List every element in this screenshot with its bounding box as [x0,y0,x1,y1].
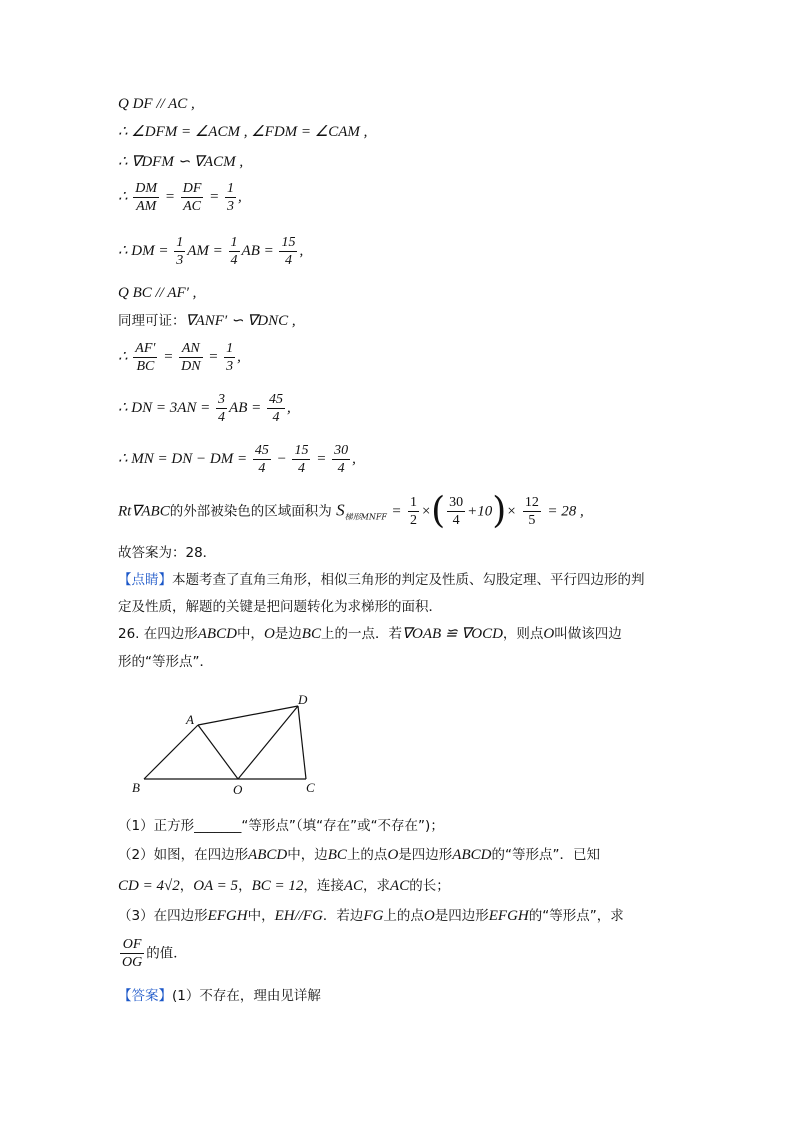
comment-line-2: 定及性质，解题的关键是把问题转化为求梯形的面积． [118,599,442,615]
part-2-line-2: CD = 4√2，OA = 5，BC = 12，连接AC，求AC的长； [118,878,450,894]
fraction: $\frac{AF'}{BC}$ [135,341,156,374]
solution-line-11: Rt∇ABC的外部被染色的区域面积为 $S_{梯形MNFF}$ = $\frac{1}{2}$ ×( $\frac{30}{4}$ +10)× $\frac{12}{5}$ = 28 , [118,490,584,532]
comment-line-1: 【点睛】本题考查了直角三角形，相似三角形的判定及性质、勾股定理、平行四边形的判 [118,572,645,588]
fraction: $\frac{1}{3}$ [227,181,234,214]
part-3-line-1: （3）在四边形EFGH中，EH//FG．若边FG上的点O是四边形EFGH的“等形点”，求 [118,908,624,924]
part-2-line-1: （2）如图，在四边形ABCD中，边BC上的点O是四边形ABCD的“等形点”．已知 [118,847,600,863]
segment-OD [238,706,298,779]
fraction: $\frac{DM}{AM}$ [135,181,158,214]
solution-line-10: ∴ MN = DN − DM = $\frac{45}{4}$ − $\frac{15}{4}$ = $\frac{30}{4}$ , [118,443,356,476]
solution-line-3: ∴ ∇DFM ∽ ∇ACM , [118,154,244,170]
label-A: A [186,712,194,727]
solution-line-8: ∴ $\frac{AF'}{BC}$ = $\frac{AN}{DN}$ = $\frac{1}{3}$ , [118,341,241,374]
answer-line: 故答案为：28． [118,545,217,561]
part-1: （1）正方形_______“等形点”（填“存在”或“不存在”)； [118,818,444,834]
fraction: $\frac{DF}{AC}$ [182,181,202,214]
fraction: $\frac{3}{4}$ [218,392,226,425]
solution-line-7: 同理可证：∇ANF′ ∽ ∇DNC , [118,313,296,329]
answer-part-1: 【答案】(1）不存在，理由见详解 [118,988,321,1004]
part-3-line-2: $\frac{OF}{OG}$ 的值． [122,937,187,970]
fraction: $\frac{12}{5}$ [524,495,539,528]
solution-line-9: ∴ DN = 3AN = $\frac{3}{4}$ AB = $\frac{45}{4}$ , [118,392,291,425]
fraction: $\frac{45}{4}$ [269,392,283,425]
answer-tag: 【答案】 [118,988,172,1004]
label-C: C [306,780,315,795]
fraction: $\frac{1}{3}$ [176,235,184,268]
solution-line-4: ∴ $\frac{DM}{AM}$ = $\frac{DF}{AC}$ = $\frac{1}{3}$ , [118,181,242,214]
fraction: $\frac{30}{4}$ [449,495,464,528]
fraction: $\frac{1}{3}$ [226,341,234,374]
problem-26-line-1: 26. 在四边形ABCD中，O是边BC上的一点．若∇OAB ≌ ∇OCD，则点O叫做该四边 [118,626,622,642]
segment-OA [198,725,238,779]
segment-CD [298,706,306,779]
solution-line-6: Q BC // AF′ , [118,285,197,301]
segment-AB [144,725,198,779]
fraction: $\frac{1}{2}$ [409,495,417,528]
label-B: B [132,780,140,795]
solution-line-1: Q DF // AC , [118,96,195,112]
fraction: $\frac{15}{4}$ [294,443,309,476]
fraction: $\frac{AN}{DN}$ [181,341,201,374]
segment-DA [198,706,298,725]
label-D: D [298,692,308,707]
quadrilateral-figure [128,690,328,802]
label-O: O [233,782,243,797]
solution-line-5: ∴ DM = $\frac{1}{3}$ AM = $\frac{1}{4}$ AB = $\frac{15}{4}$ , [118,235,304,268]
comment-tag: 【点睛】 [118,572,172,588]
solution-line-2: ∴ ∠DFM = ∠ACM , ∠FDM = ∠CAM , [118,124,368,140]
fraction: $\frac{1}{4}$ [230,235,238,268]
problem-26-line-2: 形的“等形点”． [118,654,213,670]
fraction: $\frac{OF}{OG}$ [122,937,143,970]
fraction: $\frac{45}{4}$ [254,443,269,476]
fraction: $\frac{30}{4}$ [334,443,349,476]
fraction: $\frac{15}{4}$ [281,235,296,268]
